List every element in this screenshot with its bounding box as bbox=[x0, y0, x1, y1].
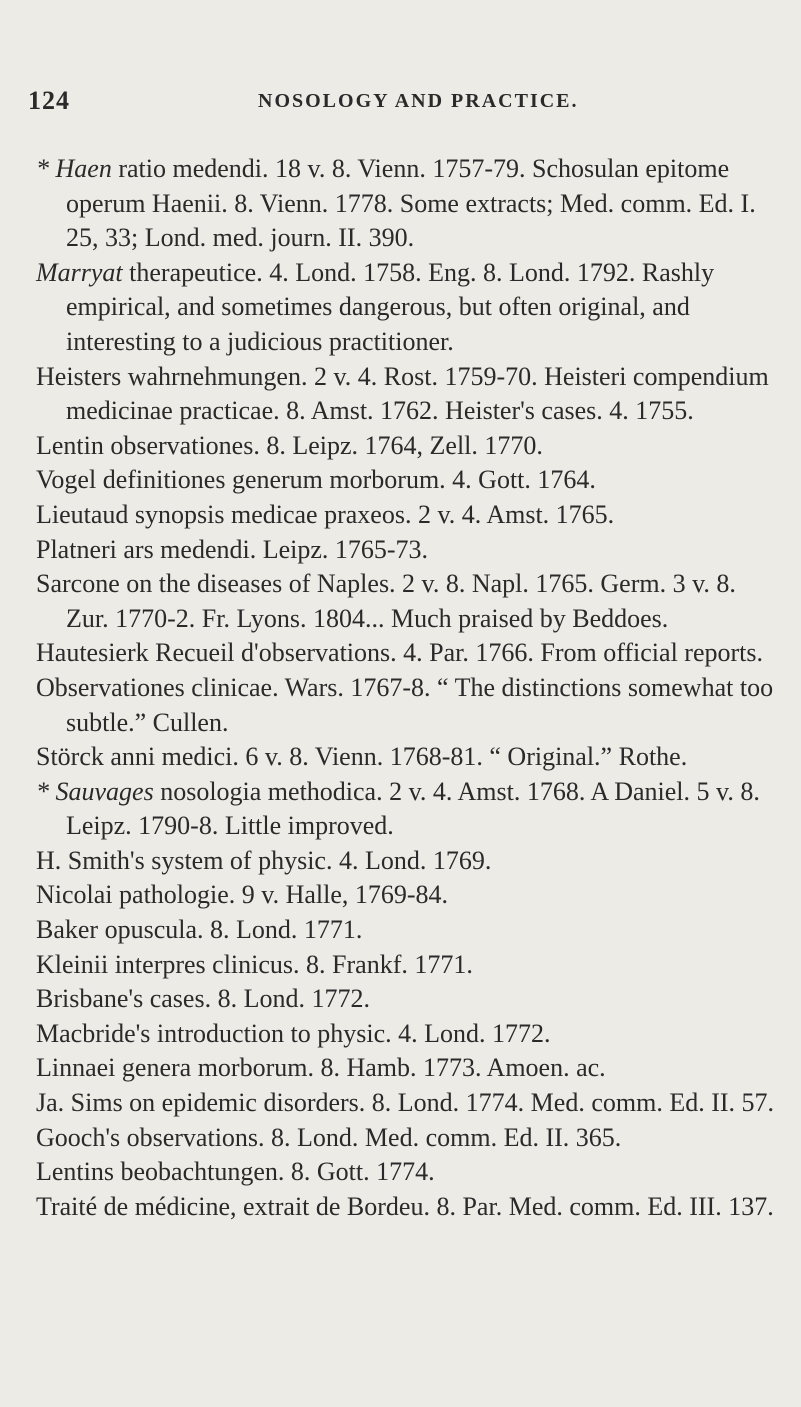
bibliography-entry: Lentin observationes. 8. Leipz. 1764, Zell. 1770. bbox=[36, 430, 543, 460]
bibliography-entry: * Sauvages nosologia methodica. 2 v. 4. Amst. 1768. A Daniel. 5 v. 8. Leipz. 1790-8. Little improved. bbox=[36, 776, 760, 841]
bibliography-entry: Platneri ars medendi. Leipz. 1765-73. bbox=[36, 534, 429, 564]
bibliography-entry: Gooch's observations. 8. Lond. Med. comm. Ed. II. 365. bbox=[36, 1122, 622, 1152]
bibliography-entry: Hautesierk Recueil d'observations. 4. Par. 1766. From official reports. bbox=[36, 638, 763, 668]
bibliography-entry: Traité de médicine, extrait de Bordeu. 8. Par. Med. comm. Ed. III. 137. bbox=[36, 1191, 774, 1221]
bibliography-entry: Lentins beobachtungen. 8. Gott. 1774. bbox=[36, 1157, 435, 1187]
bibliography-entry: Nicolai pathologie. 9 v. Halle, 1769-84. bbox=[36, 880, 449, 910]
bibliography-entry: Macbride's introduction to physic. 4. Lond. 1772. bbox=[36, 1018, 551, 1048]
bibliography-entry: Ja. Sims on epidemic disorders. 8. Lond. 1774. Med. comm. Ed. II. 57. bbox=[36, 1088, 775, 1118]
bibliography-entry: Sarcone on the diseases of Naples. 2 v. 8. Napl. 1765. Germ. 3 v. 8. Zur. 1770-2. Fr. Lyons. 1804... Much praised by Beddoes. bbox=[36, 569, 736, 633]
bibliography-entry: Störck anni medici. 6 v. 8. Vienn. 1768-81. “ Original.” Rothe. bbox=[36, 742, 688, 772]
bibliography-entry: Observationes clinicae. Wars. 1767-8. “ The distinctions somewhat too subtle.” Cullen. bbox=[36, 672, 774, 737]
bibliography-entry: Brisbane's cases. 8. Lond. 1772. bbox=[36, 984, 370, 1014]
bibliography-entry: Heisters wahrnehmungen. 2 v. 4. Rost. 1759-70. Heisteri compendium medicinae practicae. 8. Amst. 1762. Heister's cases. 4. 1755. bbox=[36, 361, 769, 426]
bibliography-entry: * Haen ratio medendi. 18 v. 8. Vienn. 1757-79. Schosulan epitome operum Haenii. 8. Vienn. 1778. Some extracts; Med. comm. Ed. I. 25, 33; Lond. med. journ. II. 390. bbox=[36, 154, 756, 253]
running-head: NOSOLOGY AND PRACTICE. bbox=[258, 90, 579, 112]
bibliography-entry: Baker opuscula. 8. Lond. 1771. bbox=[36, 915, 363, 945]
page-header bbox=[28, 86, 761, 122]
bibliography-entry: Linnaei genera morborum. 8. Hamb. 1773. Amoen. ac. bbox=[36, 1053, 606, 1083]
bibliography-entry: H. Smith's system of physic. 4. Lond. 1769. bbox=[36, 845, 492, 875]
bibliography-entry: Kleinii interpres clinicus. 8. Frankf. 1771. bbox=[36, 949, 473, 979]
bibliography-entry: Marryat therapeutice. 4. Lond. 1758. Eng. 8. Lond. 1792. Rashly empirical, and sometimes dangerous, but often original, and interesting to a judicious practitioner. bbox=[36, 257, 715, 356]
bibliography-entry: Vogel definitiones generum morborum. 4. Gott. 1764. bbox=[36, 465, 596, 495]
bibliography-list bbox=[36, 152, 776, 1224]
page-number: 124 bbox=[28, 86, 70, 115]
bibliography-entry: Lieutaud synopsis medicae praxeos. 2 v. 4. Amst. 1765. bbox=[36, 499, 615, 529]
